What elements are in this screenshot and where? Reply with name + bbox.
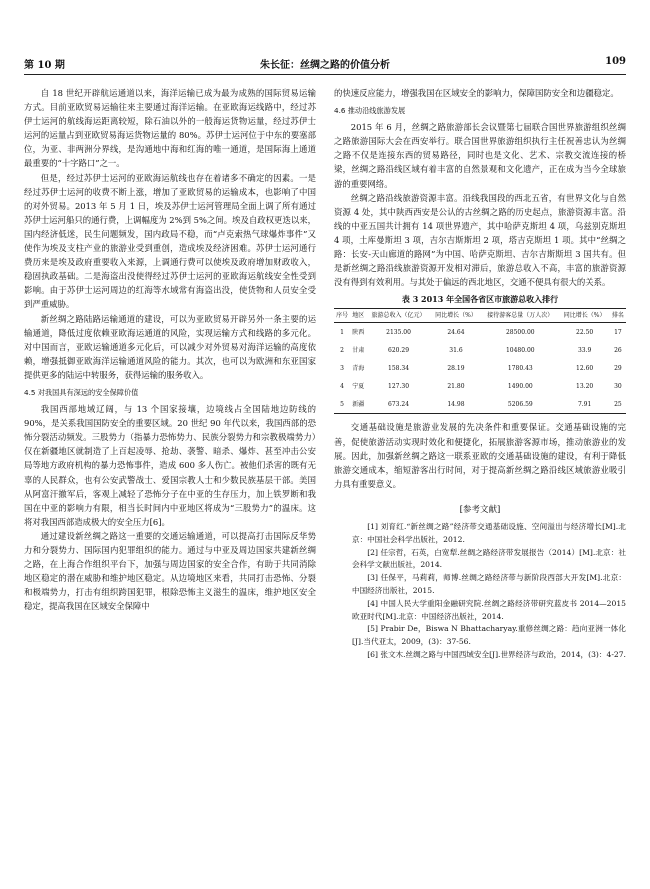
table-cell: 青海	[352, 364, 365, 372]
table-cell: 31.6	[449, 346, 463, 354]
references-title: [参考文献]	[459, 504, 501, 515]
table-header-cell: 排名	[610, 309, 626, 323]
table-cell: 26	[614, 346, 622, 354]
table-header-row	[334, 309, 626, 323]
table-cell: 13.20	[576, 382, 594, 390]
paragraph: 2015 年 6 月，丝绸之路旅游部长会议暨第七届联合国世界旅游组织丝绸之路旅游国际大会在西安举行。联合国世界旅游组织执行主任祝善忠认为丝绸之路不仅是连接东西的贸易路径，同时也是文化、艺术、宗教交流连接的桥梁，丝绸之路沿线区域有着丰富的自然景观和文化遗产，正在成为当今全球旅游的重要网络。	[334, 122, 626, 189]
table-cell: 28.19	[447, 364, 465, 372]
paragraph: 丝绸之路沿线旅游资源丰富。沿线我国段的西北五省，有世界文化与自然资源 4 处，其中陕西西安是公认的古丝绸之路的历史起点，旅游资源丰富。沿线的中亚五国共计拥有 14 项世界遗产，其中哈萨克斯坦 4 项，乌兹别克斯坦 4 项，土库曼斯坦 3 项，吉尔吉斯斯坦 2 项，塔吉克斯坦 1 项。其中“丝绸之路：长安-天山廊道的路网”为中国、哈萨克斯坦、吉尔吉斯斯坦 3 国共有。但是新丝绸之路沿线旅游资源开发相对滞后，旅游总收入不高，丰富的旅游资源没有得到有效利用。与其处于偏远的西北地区，交通不便具有很大的关系。	[334, 192, 626, 288]
table-cell: 17	[614, 328, 622, 336]
table-header-cell: 地区	[350, 309, 366, 323]
reference-item: [2] 任宗哲，石英，白宽犁.丝绸之路经济带发展报告（2014）[M].北京：社会科学文献出版社，2014.	[352, 547, 626, 570]
paragraph: 通过建设新丝绸之路这一重要的交通运输通道，可以提高打击国际反华势力和分裂势力、国际国内犯罪组织的能力。通过与中亚及周边国家共建新丝绸之路，在上海合作组织平台下，加强与周边国家的安全合作，有助于共同消除地区稳定的潜在威胁和维护地区稳定。从边境地区来看，共同打击恐怖、分裂和极端势力，打击有组织跨国犯罪，根除恐怖主义滋生的温床，维护地区安全稳定，提高我国在区域安全保障中	[24, 530, 316, 612]
tourism-income-table	[334, 308, 626, 414]
reference-item: [3] 任保平，马莉莉，师博.丝绸之路经济带与新阶段西部大开发[M].北京：中国经济出版社，2015.	[352, 573, 626, 595]
table-row	[334, 341, 626, 359]
table-cell: 5206.59	[481, 395, 559, 414]
references-list	[334, 521, 626, 662]
table-cell: 24.64	[447, 328, 465, 336]
table-cell: 22.50	[576, 328, 594, 336]
table-header-cell: 接待游客总量（万人次）	[481, 309, 559, 323]
paragraph: 的快速反应能力，增强我国在区域安全的影响力，保障国防安全和边疆稳定。	[334, 88, 619, 98]
paragraph: 新丝绸之路陆路运输通道的建设，可以为亚欧贸易开辟另外一条主要的运输通道，降低过度依赖亚欧海运通道的风险，实现运输方式和线路的多元化。对中国而言，亚欧运输通道多元化后，可以减少对外贸易对海洋运输的高度依赖，增强抵御亚欧海洋运输通道风险的能力。其次，也可以为欧洲和东亚国家提供更多的陆运中转服务，获得运输的服务收入。	[24, 313, 316, 380]
table-header-cell: 旅游总收入（亿元）	[366, 309, 431, 323]
table-cell: 14.98	[431, 395, 481, 414]
running-title: 朱长征：丝绸之路的价值分析	[260, 60, 390, 71]
reference-item: [4] 中国人民大学重阳金融研究院.丝绸之路经济带研究蓝皮书 2014—2015 欧亚时代[M].北京：中国经济出版社，2014.	[352, 598, 626, 621]
table-cell: 158.34	[388, 364, 410, 372]
table-cell: 甘肃	[352, 346, 365, 354]
table-cell: 5	[334, 395, 350, 414]
paragraph: 我国西部地域辽阔，与 13 个国家接壤，边境线占全国陆地边防线的 90%，是关系我国国防安全的重要区域。20 世纪 90 年代以来，我国西部的恐怖分裂活动频发。三股势力（指暴力恐怖势力、民族分裂势力和宗教极端势力）仅在新疆地区就制造了上百起凌辱、抢劫、袭警、暗杀、爆炸、甚至冲击公安局等地方政府机构的暴力恐怖事件，造成 600 多人伤亡。被他们杀害的既有无辜的人民群众，也有公安武警战士、爱国宗教人士和少数民族基层干部。美国从阿富汗撤军后，客观上减轻了恐怖分子在中亚的生存压力，加上铁罗断和我国在中亚的影响力有限，相当长时间内中亚地区将成为“三股势力”的温床。这将对我国西部造成极大的安全压力[6]。	[24, 404, 316, 527]
table-cell: 4	[340, 382, 344, 390]
table-cell: 28500.00	[505, 328, 535, 336]
section-heading-4-5: 4.5 对我国具有深远的安全保障价值	[24, 387, 139, 397]
table-cell: 673.24	[366, 395, 431, 414]
page-number: 109	[605, 56, 626, 67]
table-row	[334, 395, 626, 414]
reference-item: [5] Prabir De，Biswa N Bhattacharyay.重修丝绸之路：趋向亚洲一体化[J].当代亚太，2009，(3)：37-56.	[352, 624, 626, 647]
table-cell: 21.80	[447, 382, 465, 390]
right-column	[334, 86, 626, 662]
paragraph: 但是，经过苏伊士运河的亚欧海运航线也存在着诸多不确定的因素。一是经过苏伊士运河的收费不断上涨，增加了亚欧贸易的运输成本，也影响了中国的对外贸易。2013 年 5 月 1 日，埃及苏伊士运河管理局全面上调了所有通过苏伊士运河船只的通行费，上调幅度为 2%到 5%之间。埃及自政权更迭以来，国内经济低迷，民生问题频发，国内政局不稳，而“卢克索热气球爆炸事件”又使作为埃及支柱产业的旅游业受到重创，造成埃及经济困难。苏伊士运河通行费历来是埃及政府重要收入来源，上调通行费可以使埃及政府增加财政收入，稳固执政基础。二是海盗出没使得经过苏伊士运河的亚欧海运航线安全性受到影响。由于苏伊士运河周边的红海等水域常有海盗出没，使货物和人员安全受到严重威胁。	[24, 172, 316, 310]
table-cell: 1490.00	[507, 382, 533, 390]
paragraph: 交通基础设施是旅游业发展的先决条件和重要保证。交通基础设施的完善，促使旅游活动实现时效化和便捷化，拓展旅游客源市场，推动旅游业的发展。因此，加强新丝绸之路这一联系亚欧的交通基础设施的建设，有利于降低旅游交通成本，缩短游客出行时间，对于提高新丝绸之路沿线区域旅游业吸引力具有重要意义。	[334, 422, 626, 489]
reference-item: [1] 刘育红.“新丝绸之路”经济带交通基础设施、空间溢出与经济增长[M].北京：中国社会科学出版社，2012.	[352, 521, 626, 544]
table-caption: 表 3 2013 年全国各省区市旅游总收入排行	[401, 294, 559, 305]
page-header	[24, 56, 626, 72]
table-cell: 10480.00	[505, 346, 535, 354]
table-cell: 1	[340, 328, 344, 336]
issue-number: 第 10 期	[24, 60, 65, 71]
table-row	[334, 323, 626, 342]
table-cell: 1780.43	[507, 364, 533, 372]
table-cell: 30	[614, 382, 622, 390]
table-cell: 2	[340, 346, 344, 354]
table-cell: 7.91	[559, 395, 609, 414]
table-cell: 新疆	[350, 395, 366, 414]
table-cell: 3	[340, 364, 344, 372]
table-row	[334, 377, 626, 395]
table-cell: 620.29	[388, 346, 410, 354]
table-cell: 12.60	[576, 364, 594, 372]
header-rule	[24, 74, 626, 75]
table-cell: 2135.00	[386, 328, 411, 336]
table-cell: 29	[614, 364, 622, 372]
section-heading-4-6: 4.6 推动沿线旅游发展	[334, 106, 406, 116]
table-row	[334, 359, 626, 377]
reference-item: [6] 张文木.丝绸之路与中国西域安全[J].世界经济与政治，2014，(3)：4-27.	[367, 649, 626, 659]
table-cell: 127.30	[388, 382, 410, 390]
table-cell: 33.9	[577, 346, 592, 354]
paragraph: 自 18 世纪开辟航运通道以来，海洋运输已成为最为成熟的国际贸易运输方式。目前亚欧贸易运输往来主要通过海洋运输。在亚欧海运线路中，经过苏伊士运河的航线海运距离较短，除石油以外的一般海运货物运量，经过苏伊士运河的运量占到亚欧贸易海运货物运量的 80%。苏伊士运河位于中东的要塞部位，为亚、非两洲分界线，是沟通地中海和红海的唯一通道，是国际海上通道最重要的“十字路口”之一。	[24, 88, 316, 169]
table-cell: 25	[610, 395, 626, 414]
left-column	[24, 86, 316, 613]
table-header-cell: 同比增长（%）	[559, 309, 609, 323]
table-cell: 宁夏	[352, 382, 365, 390]
table-cell: 陕西	[352, 328, 365, 336]
table-header-cell: 序号	[334, 309, 350, 323]
table-header-cell: 同比增长（%）	[431, 309, 481, 323]
